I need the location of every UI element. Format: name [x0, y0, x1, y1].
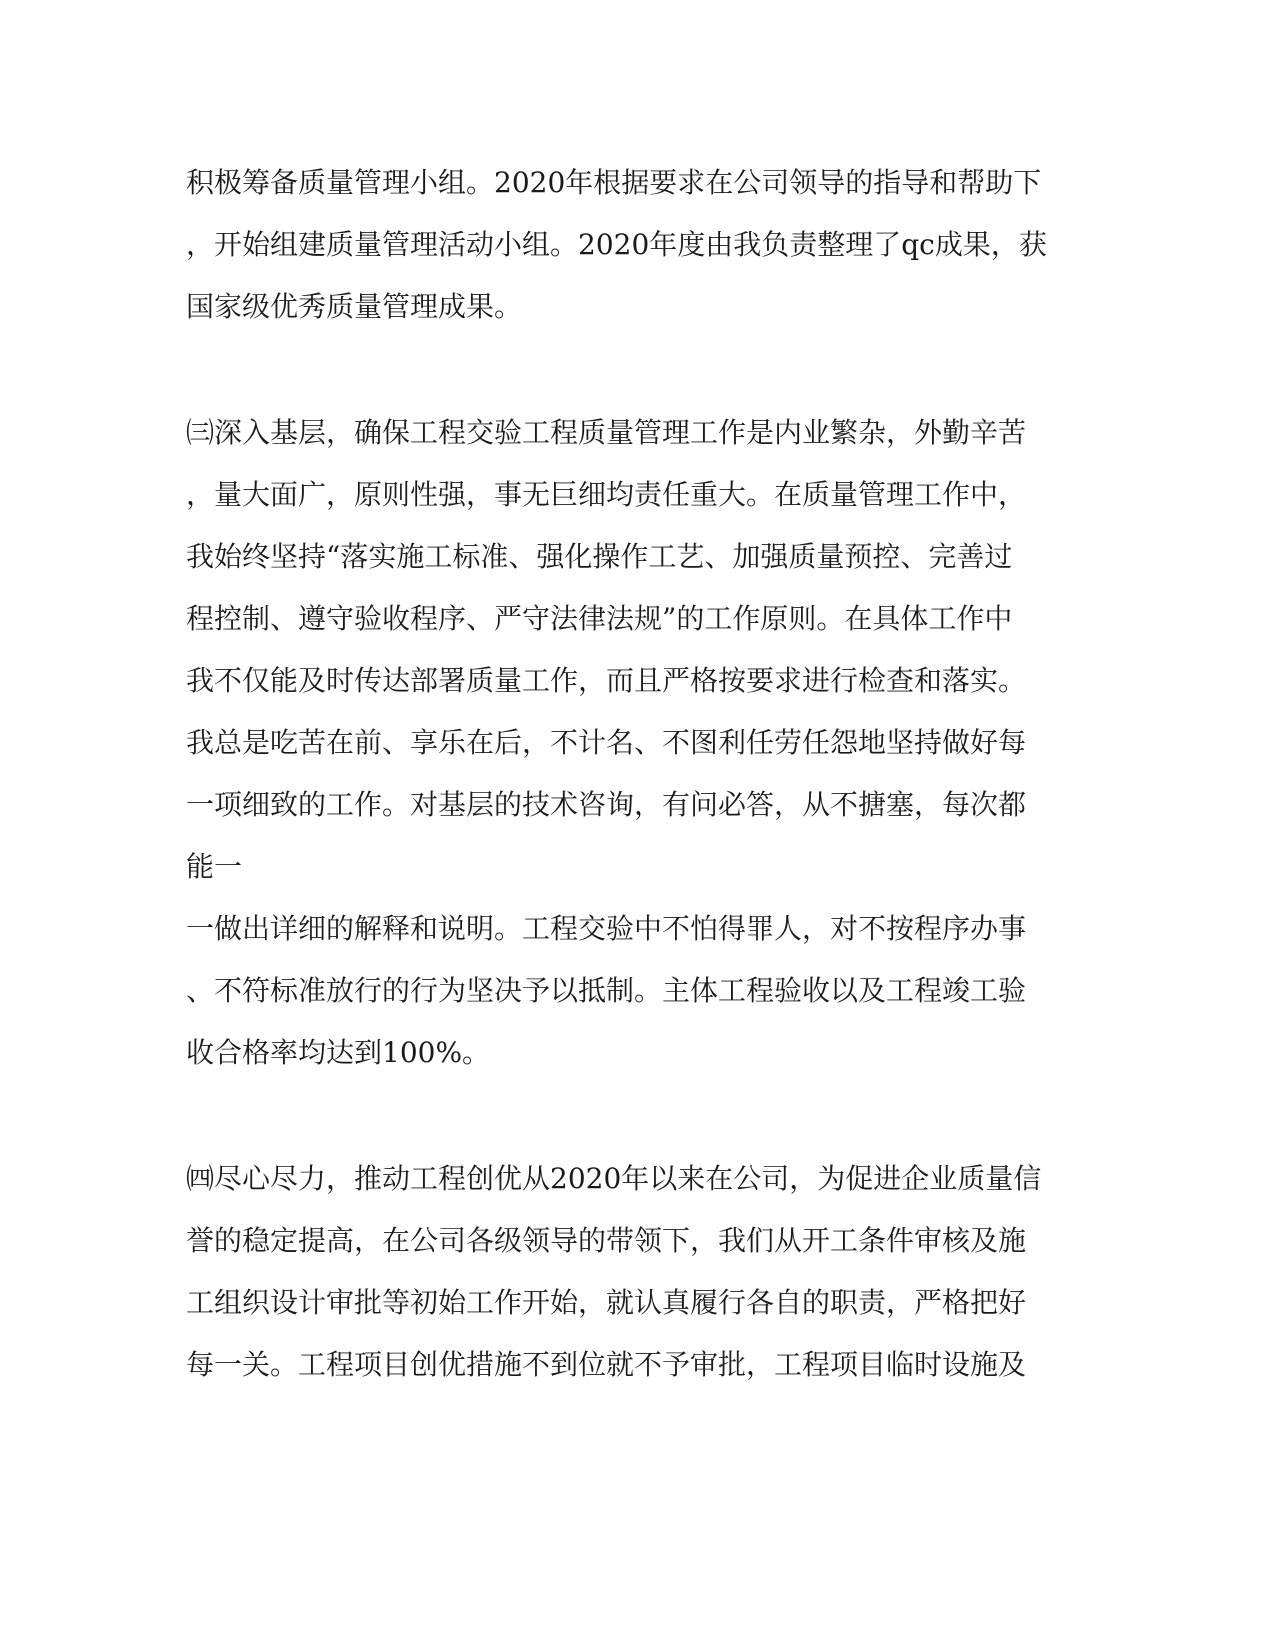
- text-line: 程控制、遵守验收程序、严守法律法规”的工作原则。在具体工作中: [186, 602, 1013, 635]
- text-line: 收合格率均达到100%。: [186, 1036, 491, 1069]
- text-line: 国家级优秀质量管理成果。: [186, 290, 523, 323]
- text-line: ㈣尽心尽力，推动工程创优从2020年以来在公司，为促进企业质量信: [186, 1162, 1042, 1195]
- text-line: 、不符标准放行的行为坚决予以抵制。主体工程验收以及工程竣工验: [186, 974, 1027, 1007]
- paragraph-qc-group: [186, 152, 1047, 338]
- paragraph-gap: [186, 338, 1026, 402]
- text-line: 一做出详细的解释和说明。工程交验中不怕得罪人，对不按程序办事: [186, 912, 1027, 945]
- text-line: 誉的稳定提高，在公司各级领导的带领下，我们从开工条件审核及施: [186, 1224, 1027, 1257]
- paragraph-section-4: [186, 1148, 1042, 1396]
- text-line: 能一: [186, 850, 243, 883]
- text-line: 每一关。工程项目创优措施不到位就不予审批，工程项目临时设施及: [186, 1348, 1027, 1381]
- text-line: 一项细致的工作。对基层的技术咨询，有问必答，从不搪塞，每次都: [186, 788, 1027, 821]
- text-line: ㈢深入基层，确保工程交验工程质量管理工作是内业繁杂，外勤辛苦: [186, 416, 1027, 449]
- text-line: ，开始组建质量管理活动小组。2020年度由我负责整理了qc成果，获: [186, 228, 1047, 261]
- paragraph-section-3: [186, 402, 1026, 1084]
- document-body: [186, 152, 1047, 1396]
- paragraph-gap: [186, 1084, 1026, 1148]
- text-line: ，量大面广，原则性强，事无巨细均责任重大。在质量管理工作中，: [186, 478, 1027, 511]
- text-line: 工组织设计审批等初始工作开始，就认真履行各自的职责，严格把好: [186, 1286, 1027, 1319]
- text-line: 我总是吃苦在前、享乐在后，不计名、不图利任劳任怨地坚持做好每: [186, 726, 1027, 759]
- text-line: 我始终坚持“落实施工标准、强化操作工艺、加强质量预控、完善过: [186, 540, 1013, 573]
- text-line: 积极筹备质量管理小组。2020年根据要求在公司领导的指导和帮助下: [186, 166, 1042, 199]
- text-line: 我不仅能及时传达部署质量工作，而且严格按要求进行检查和落实。: [186, 664, 1027, 697]
